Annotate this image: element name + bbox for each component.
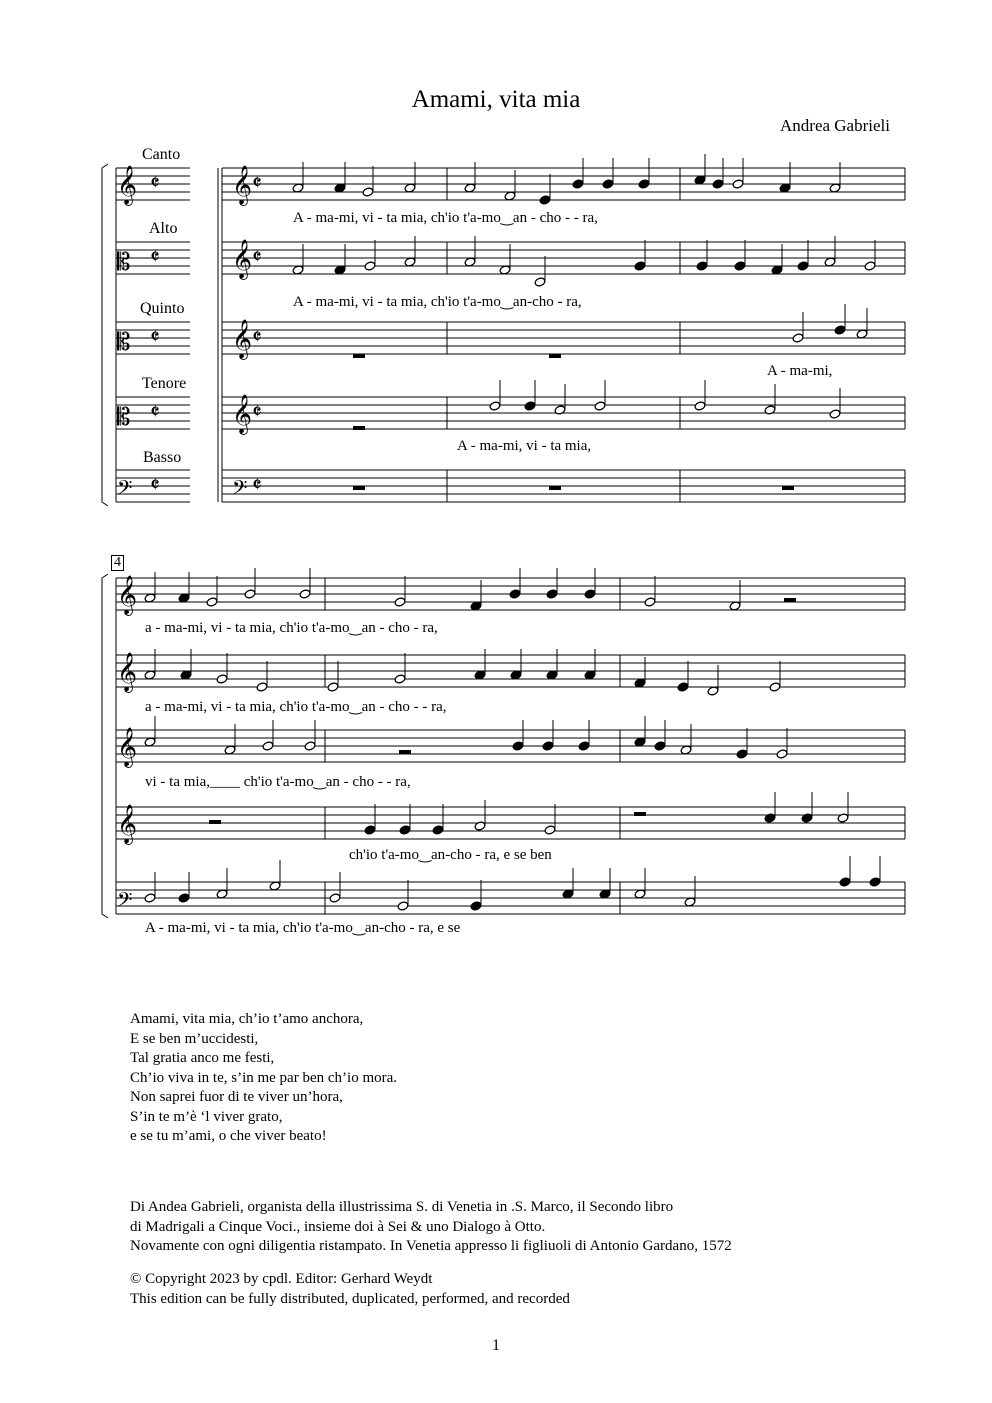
note: [572, 179, 584, 189]
clef-icon: 𝄞: [232, 319, 253, 359]
copyright-line: © Copyright 2023 by cpdl. Editor: Gerhard Weydt: [130, 1271, 433, 1287]
note: [644, 597, 656, 607]
note: [474, 821, 486, 831]
note: [712, 179, 724, 189]
time-signature-icon: 𝄵: [252, 171, 262, 196]
time-signature-icon: 𝄵: [150, 325, 160, 350]
poem-line: e se tu m’ami, o che viver beato!: [130, 1128, 327, 1144]
time-signature-icon: 𝄵: [252, 400, 262, 425]
lyrics-tenore-system1: A - ma-mi, vi - ta mia,: [457, 438, 592, 454]
rest-icon: [209, 820, 221, 824]
poem-text: [130, 1010, 397, 1147]
rest-icon: [353, 354, 365, 358]
note: [769, 682, 781, 692]
note: [470, 901, 482, 911]
system-brace: [102, 574, 108, 918]
note: [546, 589, 558, 599]
voice-name-basso: Basso: [143, 449, 182, 466]
note: [677, 682, 689, 692]
lyrics-alto-system1: A - ma-mi, vi - ta mia, ch'io t'a-mo‿an-cho - ra,: [293, 294, 582, 310]
lyrics-alto-system2: a - ma-mi, vi - ta mia, ch'io t'a-mo‿an - cho - - ra,: [145, 699, 447, 715]
source-note: [130, 1198, 732, 1257]
lyrics-tenore-system2: ch'io t'a-mo‿an-cho - ra, e se ben: [349, 847, 552, 863]
note: [694, 401, 706, 411]
note: [584, 589, 596, 599]
note: [524, 401, 536, 411]
note: [638, 179, 650, 189]
note: [542, 741, 554, 751]
note: [736, 749, 748, 759]
clef-icon: 𝄢: [117, 476, 133, 504]
clef-icon: 𝄡: [117, 328, 131, 356]
voice-name-tenore: Tenore: [142, 375, 187, 392]
copyright-line: This edition can be fully distributed, duplicated, performed, and recorded: [130, 1290, 570, 1307]
clef-icon: 𝄞: [117, 165, 138, 205]
time-signature-icon: 𝄵: [150, 171, 160, 196]
copyright-note: [130, 1270, 570, 1309]
note: [837, 813, 849, 823]
note: [397, 901, 409, 911]
note: [797, 261, 809, 271]
measure-number: 4: [111, 555, 124, 571]
lyrics-canto-system2: a - ma-mi, vi - ta mia, ch'io t'a-mo‿an - cho - ra,: [145, 620, 438, 636]
page-number: 1: [492, 1337, 500, 1354]
note: [262, 741, 274, 751]
note: [399, 825, 411, 835]
source-line: di Madrigali a Cinque Voci., insieme doi à Sei & uno Dialogo à Otto.: [130, 1218, 546, 1235]
note: [394, 674, 406, 684]
note: [602, 179, 614, 189]
time-signature-icon: 𝄵: [252, 473, 262, 498]
clef-icon: 𝄞: [117, 727, 138, 767]
note: [489, 401, 501, 411]
clef-icon: 𝄞: [117, 575, 138, 615]
clef-icon: 𝄡: [117, 403, 131, 431]
clef-icon: 𝄡: [117, 248, 131, 276]
note: [578, 741, 590, 751]
note: [364, 825, 376, 835]
poem-line: Non saprei fuor di te viver un’hora,: [130, 1089, 343, 1105]
voice-name-canto: Canto: [142, 146, 181, 163]
note: [256, 682, 268, 692]
note: [869, 877, 881, 887]
rest-icon: [353, 486, 365, 490]
note: [178, 893, 190, 903]
poem-line: Amami, vita mia, ch’io t’amo anchora,: [130, 1011, 364, 1027]
note: [864, 261, 876, 271]
rest-icon: [549, 354, 561, 358]
note: [509, 589, 521, 599]
note: [329, 893, 341, 903]
lyrics-canto-system1: A - ma-mi, vi - ta mia, ch'io t'a-mo‿an - cho - - ra,: [293, 210, 598, 226]
note: [732, 179, 744, 189]
composer-name: Andrea Gabrieli: [780, 116, 890, 135]
note: [594, 401, 606, 411]
source-line: Novamente con ogni diligentia ristampato. In Venetia appresso li figliuoli di Antonio Gardano, 1572: [130, 1238, 732, 1254]
note: [432, 825, 444, 835]
rest-icon: [784, 598, 796, 602]
clef-icon: 𝄞: [232, 394, 253, 434]
system-brace: [102, 164, 108, 506]
note: [792, 333, 804, 343]
poem-line: Ch’io viva in te, s’in me par ben ch’io mora.: [130, 1069, 398, 1086]
note: [839, 877, 851, 887]
note: [764, 813, 776, 823]
clef-icon: 𝄞: [117, 652, 138, 692]
note: [304, 741, 316, 751]
note: [364, 261, 376, 271]
rest-icon: [353, 426, 365, 430]
note: [776, 749, 788, 759]
note: [734, 261, 746, 271]
note: [539, 195, 551, 205]
clef-icon: 𝄢: [232, 476, 248, 504]
note: [394, 597, 406, 607]
note: [801, 813, 813, 823]
lyrics-quinto-system2: vi - ta mia,____ ch'io t'a-mo‿an - cho - - ra,: [145, 774, 411, 790]
note: [829, 409, 841, 419]
note: [654, 741, 666, 751]
clef-icon: 𝄢: [117, 888, 133, 916]
note: [299, 589, 311, 599]
note: [512, 741, 524, 751]
poem-line: Tal gratia anco me festi,: [130, 1050, 275, 1066]
voice-name-alto: Alto: [149, 220, 178, 237]
voice-name-quinto: Quinto: [140, 300, 185, 317]
time-signature-icon: 𝄵: [252, 245, 262, 270]
time-signature-icon: 𝄵: [252, 325, 262, 350]
clef-icon: 𝄞: [232, 239, 253, 279]
poem-line: S’in te m’è ‘l viver grato,: [130, 1108, 283, 1125]
note: [834, 325, 846, 335]
source-line: Di Andea Gabrieli, organista della illustrissima S. di Venetia in .S. Marco, il Secondo libro: [130, 1199, 674, 1215]
note: [327, 682, 339, 692]
rest-icon: [399, 750, 411, 754]
note: [696, 261, 708, 271]
lyrics-basso-system2: A - ma-mi, vi - ta mia, ch'io t'a-mo‿an-cho - ra, e se: [145, 920, 461, 936]
note: [144, 893, 156, 903]
rest-icon: [782, 486, 794, 490]
note: [544, 825, 556, 835]
note: [764, 405, 776, 415]
note: [206, 597, 218, 607]
clef-icon: 𝄞: [117, 804, 138, 844]
lyrics-quinto-system1: A - ma-mi,: [767, 363, 833, 379]
clef-icon: 𝄞: [232, 165, 253, 205]
note: [362, 187, 374, 197]
rest-icon: [634, 812, 646, 816]
note: [634, 261, 646, 271]
page-title: Amami, vita mia: [411, 86, 581, 113]
note: [244, 589, 256, 599]
time-signature-icon: 𝄵: [150, 473, 160, 498]
poem-line: E se ben m’uccidesti,: [130, 1030, 259, 1047]
time-signature-icon: 𝄵: [150, 400, 160, 425]
rest-icon: [549, 486, 561, 490]
note: [216, 674, 228, 684]
note: [554, 405, 566, 415]
time-signature-icon: 𝄵: [150, 245, 160, 270]
note: [534, 277, 546, 287]
